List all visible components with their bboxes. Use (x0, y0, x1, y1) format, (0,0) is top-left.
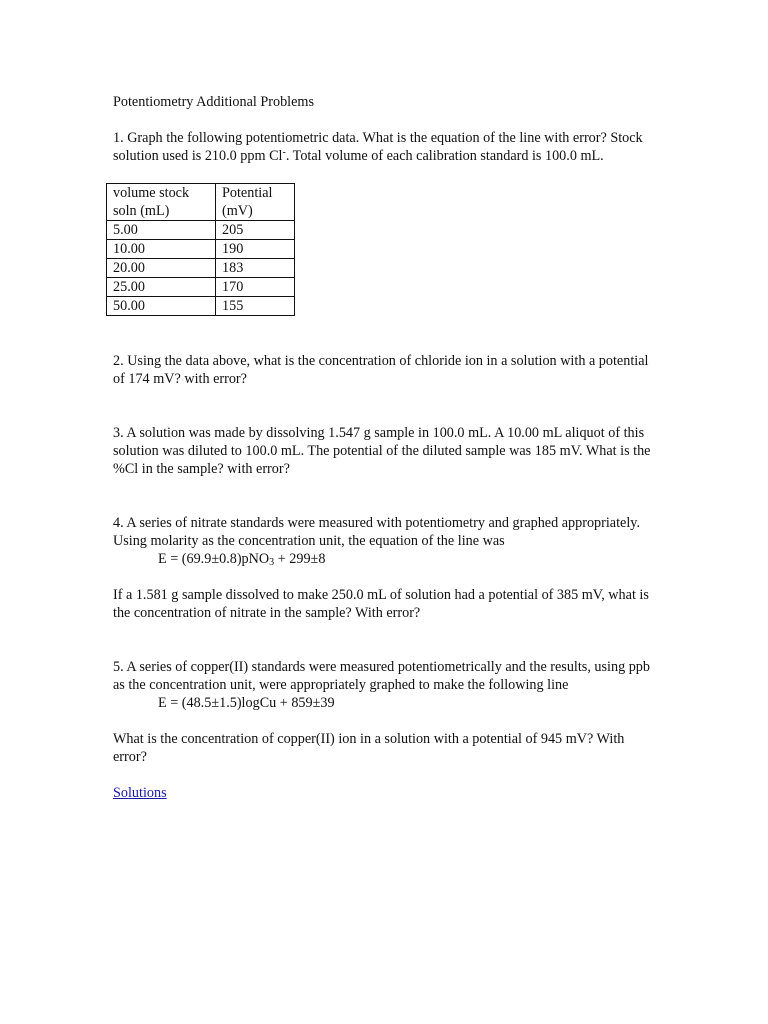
problem-5-followup: What is the concentration of copper(II) ion in a solution with a potential of 945 mV? With error? (113, 731, 625, 765)
nitrate-subscript: 3 (269, 557, 275, 568)
chloride-charge: - (282, 147, 286, 158)
table-cell-potential: 205 (216, 221, 295, 240)
table-cell-volume: 50.00 (107, 297, 216, 316)
problem-2: 2. Using the data above, what is the concentration of chloride ion in a solution with a potential of 174 mV? with error? (113, 353, 649, 387)
page-title: Potentiometry Additional Problems (113, 94, 314, 110)
table-header-row (107, 184, 295, 221)
table-header-potential: Potential (mV) (216, 184, 295, 221)
table-row (107, 297, 295, 316)
table-cell-volume: 10.00 (107, 240, 216, 259)
table-row (107, 221, 295, 240)
table-row (107, 240, 295, 259)
problem-1 (113, 129, 653, 165)
table-row (107, 259, 295, 278)
problem-1-text-a: 1. Graph the following potentiometric data. What is the equation of the line with error? Stock solution used is 210.0 ppm Cl (113, 130, 643, 164)
nitrate-equation (113, 550, 653, 568)
problem-5: 5. A series of copper(II) standards were measured potentiometrically and the results, using ppb as the concentration unit, were appropriately graphed to make the following line (113, 659, 650, 693)
problem-4: 4. A series of nitrate standards were measured with potentiometry and graphed appropriately. Using molarity as the concentration unit, the equation of the line was (113, 515, 640, 549)
copper-equation: E = (48.5±1.5)logCu + 859±39 (158, 695, 335, 711)
nitrate-equation-b: + 299±8 (274, 551, 326, 567)
table-cell-potential: 190 (216, 240, 295, 259)
table-header-volume: volume stock soln (mL) (107, 184, 216, 221)
problem-4-followup: If a 1.581 g sample dissolved to make 250.0 mL of solution had a potential of 385 mV, what is the concentration of nitrate in the sample? With error? (113, 587, 649, 621)
table-cell-volume: 25.00 (107, 278, 216, 297)
problem-1-text-b: . Total volume of each calibration standard is 100.0 mL. (285, 148, 604, 164)
table-cell-potential: 155 (216, 297, 295, 316)
document-page (113, 93, 653, 802)
table-cell-potential: 183 (216, 259, 295, 278)
table-row (107, 278, 295, 297)
problem-3: 3. A solution was made by dissolving 1.547 g sample in 100.0 mL. A 10.00 mL aliquot of this solution was diluted to 100.0 mL. The potential of the diluted sample was 185 mV. What is the %Cl in the sample? with error? (113, 425, 651, 477)
table-cell-potential: 170 (216, 278, 295, 297)
solutions-link[interactable]: Solutions (113, 785, 167, 801)
table-cell-volume: 5.00 (107, 221, 216, 240)
table-cell-volume: 20.00 (107, 259, 216, 278)
nitrate-equation-a: E = (69.9±0.8)pNO (158, 551, 270, 567)
calibration-table (106, 183, 295, 316)
